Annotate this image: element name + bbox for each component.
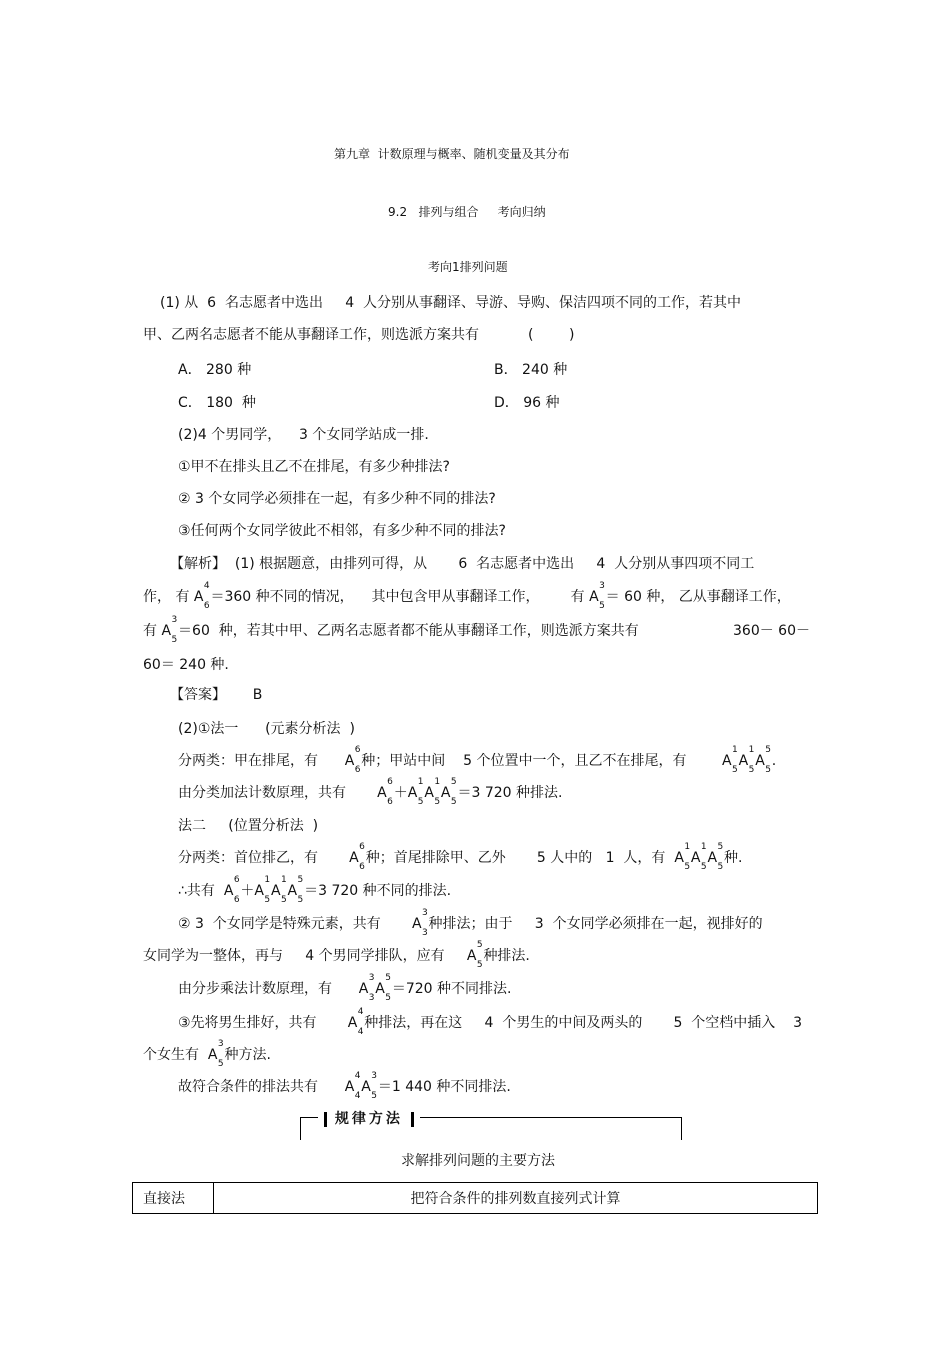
part2-line1 [178,908,763,938]
p3-text-b: 种排法，再在这 4 个男生的中间及两头的 5 个空档中插入 3 [364,1015,803,1031]
method1-line2: 由分类加法计数原理，共有 A 6 6 ＋A 1 5 A 1 5 A 5 5 ＝3 720 种排法. [178,777,563,807]
answer-label: 【答案】 [170,687,226,703]
perm-A55-c: A 5 5 [707,842,724,872]
methods-label-text: 规律方法 [334,1111,403,1127]
chapter-title: 第九章 计数原理与概率、随机变量及其分布 [334,147,570,161]
option-c: C． 180 种 [178,395,256,411]
perm-A66-d: A 6 6 [223,875,240,905]
method-name-cell: 直接法 [133,1183,214,1214]
methods-table [132,1182,818,1214]
method1-title: (2)①法一 (元素分析法 ) [178,721,355,737]
perm-A33: A 3 3 [411,908,428,938]
perm-A53-c: A 3 5 [207,1039,224,1069]
m2-text-b: 种；首尾排除甲、乙外 5 人中的 1 人，有 [365,850,675,866]
q1-line1: (1) 从 6 名志愿者中选出 4 人分别从事翻译、导游、导购、保洁四项不同的工作，若其中 [160,295,742,311]
q2-sub1: ①甲不在排头且乙不在排尾，有多少种排法? [178,459,450,475]
option-b: B． 240 种 [494,362,568,378]
option-d: D． 96 种 [494,395,560,411]
perm-A53-b: A 3 5 [161,615,178,645]
m1-text-d: ＝3 720 种排法. [457,785,563,801]
method2-title: 法二 (位置分析法 ) [178,818,319,834]
solution-line4: 60＝ 240 种. [143,657,229,673]
s1-text-d: 有 [143,623,162,639]
m1-text-c: 由分类加法计数原理，共有 [178,785,378,801]
solution-line3-tail: 360－ 60－ [733,623,810,639]
method2-line1 [178,842,743,872]
perm-A66-b: A 6 6 [377,777,393,807]
q2-intro: (2)4 个男同学， 3 个女同学站成一排. [178,427,429,443]
perm-A51: A 1 5 [722,745,738,775]
perm-A66: A 6 6 [344,745,361,775]
part2-line3 [178,973,512,1003]
perm-A51-e: A 1 5 [674,842,691,872]
method-desc-cell: 把符合条件的排列数直接列式计算 [214,1183,818,1214]
perm-A51-f: A 1 5 [690,842,707,872]
topic-title: 考向1排列问题 [428,260,508,274]
p2-text-a: ② 3 个女同学是特殊元素，共有 [178,916,412,932]
p2-text-e: 由分步乘法计数原理，有 [178,981,359,997]
p3-text-f: ＝1 440 种不同排法. [377,1079,511,1095]
perm-A44: A 4 4 [347,1007,364,1037]
perm-A53: A 3 5 [589,581,605,611]
perm-A66-c: A 6 6 [349,842,365,872]
perm-A55-e: A 5 5 [466,940,483,970]
m2-text-a: 分两类：首位排乙，有 [178,850,350,866]
q1-line2: 甲、乙两名志愿者不能从事翻译工作，则选派方案共有 ( ) [143,327,575,343]
m2-text-d: ∴共有 [178,883,224,899]
solution-line1 [170,555,754,573]
s1-text-c: ＝ 60 种， 乙从事翻译工作， [605,589,791,605]
answer-value: B [252,687,263,703]
m1-text-b: 种；甲站中间 5 个位置中一个，且乙不在排尾，有 [361,753,723,769]
perm-A53-d: A 3 5 [361,1071,378,1101]
perm-A55-d: A 5 5 [287,875,304,905]
p2-text-b: 种排法；由于 3 个女同学必须排在一起，视排好的 [428,916,763,932]
part3-line1 [178,1007,803,1037]
answer-gap [226,687,253,703]
s1-text-a: 作， 有 [143,589,194,605]
perm-A55-f: A 5 5 [375,973,392,1003]
section-title: 9.2 排列与组合 考向归纳 [388,205,546,219]
perm-A44-b: A 4 4 [344,1071,361,1101]
p2-text-c: 女同学为一整体，再与 4 个男同学排队，应有 [143,948,467,964]
m2-text-e: ＝3 720 种不同的排法. [304,883,452,899]
m1-text-a: 分两类：甲在排尾，有 [178,753,345,769]
p3-text-a: ③先将男生排好，共有 [178,1015,348,1031]
perm-A33-b: A 3 3 [358,973,375,1003]
part2-line2 [143,940,530,970]
s1-text-b: ＝360 种不同的情况， 其中包含甲从事翻译工作， 有 [210,589,590,605]
table-row [133,1183,818,1214]
methods-title: 求解排列问题的主要方法 [401,1153,555,1169]
p2-text-d: 种排法. [483,948,530,964]
q2-sub2: ② 3 个女同学必须排在一起，有多少种不同的排法? [178,491,496,507]
solution-s1-text: (1) 根据题意，由排列可得，从 6 名志愿者中选出 4 人分别从事四项不同工 [226,556,755,572]
part3-line3 [178,1071,511,1101]
solution-line2 [143,581,791,611]
p3-text-e: 故符合条件的排法共有 [178,1079,345,1095]
p3-text-d: 种方法. [224,1047,271,1063]
q2-sub3: ③任何两个女同学彼此不相邻，有多少种不同的排法? [178,523,506,539]
perm-A51-c: A 1 5 [407,777,424,807]
method1-line1: 分两类：甲在排尾，有 A 6 6 种；甲站中间 5 个位置中一个，且乙不在排尾，有 A 1 5 A 1 5 A 5 5 . [178,745,777,775]
bar-right-icon [411,1112,414,1127]
option-a: A． 280 种 [178,362,252,378]
perm-A51-b: A 1 5 [738,745,755,775]
perm-A51-g: A 1 5 [254,875,271,905]
bar-left-icon [324,1112,327,1127]
perm-A64: A 4 6 [193,581,210,611]
answer-line [170,686,262,704]
solution-line3 [143,615,639,645]
perm-A55-b: A 5 5 [440,777,457,807]
perm-A51-d: A 1 5 [424,777,441,807]
p2-text-f: ＝720 种不同排法. [391,981,512,997]
m2-text-c: 种. [724,850,743,866]
solution-label: 【解析】 [170,556,226,572]
method2-line2: ∴共有 A 6 6 ＋A 1 5 A 1 5 A 5 5 ＝3 720 种不同的排法. [178,875,452,905]
perm-A51-h: A 1 5 [270,875,287,905]
s1-text-e: ＝60 种，若其中甲、乙两名志愿者都不能从事翻译工作，则选派方案共有 [178,623,639,639]
methods-header-label [318,1108,420,1128]
perm-A55: A 5 5 [755,745,771,775]
part3-line2 [143,1039,271,1069]
p3-text-c: 个女生有 [143,1047,208,1063]
